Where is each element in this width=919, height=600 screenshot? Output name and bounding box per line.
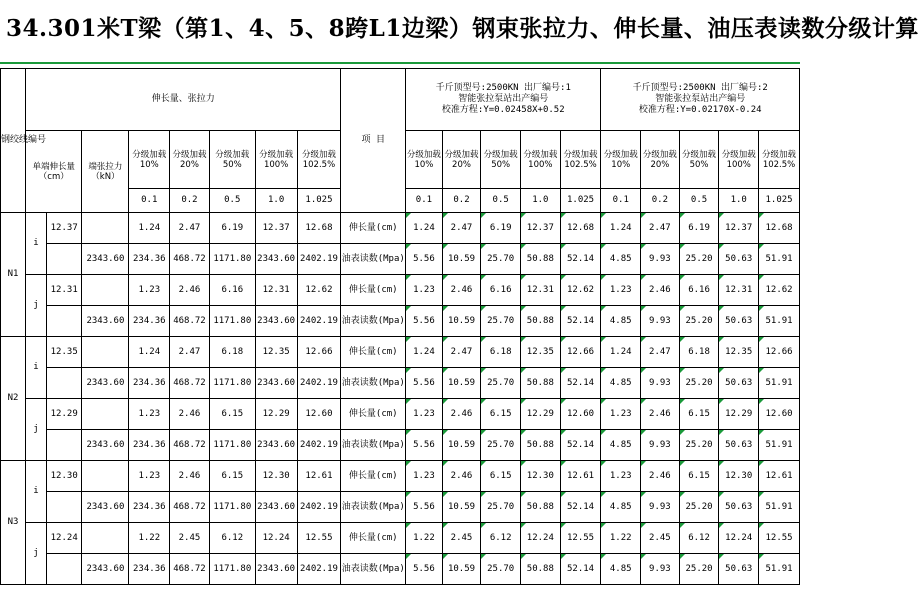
jack1-elong-value: 12.37 [521, 213, 561, 244]
jack2-oil-value: 25.20 [679, 368, 719, 399]
strand-group-label: N2 [1, 337, 26, 461]
strand-number-label: 钢绞线编号 [1, 135, 47, 145]
jack1-elong-value: 6.16 [481, 275, 521, 306]
jack1-elong-value: 1.22 [406, 523, 443, 554]
elong-stage-value: 1.23 [129, 275, 170, 306]
item-oil-label: 油表读数(Mpa) [341, 306, 406, 337]
jack1-elong-value: 12.66 [560, 337, 601, 368]
coefficient-cell: 1.025 [759, 189, 800, 213]
elong-stage-value: 6.15 [209, 399, 255, 430]
jack1-oil-value: 5.56 [406, 306, 443, 337]
elong-stage-value: 12.61 [297, 461, 341, 492]
item-elong-label: 伸长量(cm) [341, 337, 406, 368]
jack1-oil-value: 25.70 [481, 368, 521, 399]
single-elong-value: 12.31 [46, 275, 82, 306]
jack1-oil-value: 52.14 [560, 244, 601, 275]
stage-header: 分级加载50% [209, 131, 255, 189]
elong-stage-value: 1.22 [129, 523, 170, 554]
item-elong-label: 伸长量(cm) [341, 213, 406, 244]
end-force-header: 端张拉力（kN） [82, 131, 129, 213]
single-elong-value: 12.24 [46, 523, 82, 554]
coefficient-cell: 0.2 [641, 189, 680, 213]
jack2-elong-value: 1.24 [601, 337, 641, 368]
force-stage-value: 468.72 [170, 306, 210, 337]
force-stage-value: 2402.19 [297, 244, 341, 275]
coefficient-cell: 0.5 [209, 189, 255, 213]
empty-force-cell [82, 523, 129, 554]
elong-stage-value: 6.19 [209, 213, 255, 244]
stage-header: 分级加载20% [170, 131, 210, 189]
stage-header: 分级加载100% [719, 131, 759, 189]
jack2-oil-value: 25.20 [679, 554, 719, 585]
force-stage-value: 1171.80 [209, 430, 255, 461]
jack2-elong-value: 2.46 [641, 399, 680, 430]
jack2-elong-value: 6.16 [679, 275, 719, 306]
jack2-elong-value: 6.18 [679, 337, 719, 368]
jack2-elong-value: 1.22 [601, 523, 641, 554]
jack1-elong-value: 6.12 [481, 523, 521, 554]
jack2-elong-value: 2.46 [641, 275, 680, 306]
elong-stage-value: 6.12 [209, 523, 255, 554]
coefficient-cell: 1.0 [521, 189, 561, 213]
elong-stage-value: 12.60 [297, 399, 341, 430]
force-stage-value: 1171.80 [209, 306, 255, 337]
jack2-elong-value: 12.66 [759, 337, 800, 368]
force-stage-value: 2402.19 [297, 554, 341, 585]
jack1-oil-value: 5.56 [406, 492, 443, 523]
elong-stage-value: 12.30 [255, 461, 297, 492]
strand-group-label: N1 [1, 213, 26, 337]
stage-header: 分级加载102.5% [759, 131, 800, 189]
elong-stage-value: 12.31 [255, 275, 297, 306]
jack1-elong-value: 6.19 [481, 213, 521, 244]
force-stage-value: 468.72 [170, 554, 210, 585]
jack1-oil-value: 5.56 [406, 554, 443, 585]
force-stage-value: 1171.80 [209, 554, 255, 585]
empty-force-cell [82, 337, 129, 368]
jack1-oil-value: 52.14 [560, 554, 601, 585]
jack2-oil-value: 4.85 [601, 368, 641, 399]
elong-stage-value: 6.16 [209, 275, 255, 306]
jack1-elong-value: 12.60 [560, 399, 601, 430]
elong-stage-value: 12.68 [297, 213, 341, 244]
jack2-elong-value: 6.12 [679, 523, 719, 554]
jack1-oil-value: 5.56 [406, 368, 443, 399]
jack1-elong-value: 12.35 [521, 337, 561, 368]
jack1-oil-value: 25.70 [481, 492, 521, 523]
stage-header: 分级加载100% [521, 131, 561, 189]
jack2-oil-value: 50.63 [719, 430, 759, 461]
item-oil-label: 油表读数(Mpa) [341, 492, 406, 523]
end-force-value: 2343.60 [82, 492, 129, 523]
item-elong-label: 伸长量(cm) [341, 461, 406, 492]
coefficient-cell: 1.025 [560, 189, 601, 213]
end-force-value: 2343.60 [82, 306, 129, 337]
jack2-elong-value: 12.24 [719, 523, 759, 554]
elong-stage-value: 2.45 [170, 523, 210, 554]
jack1-elong-value: 12.24 [521, 523, 561, 554]
jack1-elong-value: 12.62 [560, 275, 601, 306]
jack1-oil-value: 50.88 [521, 430, 561, 461]
jack2-oil-value: 50.63 [719, 368, 759, 399]
empty-elong-cell [46, 368, 82, 399]
single-elong-value: 12.37 [46, 213, 82, 244]
jack1-elong-value: 2.46 [442, 275, 481, 306]
empty-force-cell [82, 399, 129, 430]
elong-stage-value: 12.66 [297, 337, 341, 368]
jack1-oil-value: 10.59 [442, 368, 481, 399]
single-elong-value: 12.29 [46, 399, 82, 430]
jack2-elong-value: 12.35 [719, 337, 759, 368]
elong-stage-value: 12.35 [255, 337, 297, 368]
jack1-elong-value: 12.55 [560, 523, 601, 554]
tension-calculation-table [0, 68, 800, 585]
coefficient-cell: 1.0 [255, 189, 297, 213]
jack2-oil-value: 4.85 [601, 306, 641, 337]
elong-stage-value: 12.55 [297, 523, 341, 554]
jack1-oil-value: 10.59 [442, 306, 481, 337]
strand-number-header [1, 69, 47, 213]
jack2-elong-value: 12.61 [759, 461, 800, 492]
jack2-oil-value: 51.91 [759, 244, 800, 275]
jack1-oil-value: 10.59 [442, 430, 481, 461]
jack1-elong-value: 1.24 [406, 213, 443, 244]
stage-header: 分级加载20% [641, 131, 680, 189]
force-stage-value: 2343.60 [255, 244, 297, 275]
jack2-elong-value: 1.23 [601, 399, 641, 430]
jack2-oil-value: 25.20 [679, 430, 719, 461]
jack2-oil-value: 4.85 [601, 554, 641, 585]
jack2-oil-value: 50.63 [719, 306, 759, 337]
jack2-oil-value: 25.20 [679, 306, 719, 337]
jack1-oil-value: 25.70 [481, 244, 521, 275]
elong-stage-value: 1.24 [129, 337, 170, 368]
jack1-elong-value: 2.46 [442, 399, 481, 430]
empty-force-cell [82, 461, 129, 492]
stage-header: 分级加载10% [129, 131, 170, 189]
jack1-oil-value: 10.59 [442, 492, 481, 523]
coefficient-cell: 1.0 [719, 189, 759, 213]
elong-stage-value: 2.46 [170, 399, 210, 430]
empty-force-cell [82, 213, 129, 244]
end-label: i [26, 213, 47, 275]
jack2-elong-value: 6.19 [679, 213, 719, 244]
empty-force-cell [82, 275, 129, 306]
jack1-elong-value: 6.18 [481, 337, 521, 368]
stage-header: 分级加载50% [679, 131, 719, 189]
elong-stage-value: 12.37 [255, 213, 297, 244]
jack1-oil-value: 50.88 [521, 244, 561, 275]
item-oil-label: 油表读数(Mpa) [341, 554, 406, 585]
jack2-elong-value: 12.55 [759, 523, 800, 554]
jack1-oil-value: 5.56 [406, 430, 443, 461]
elong-stage-value: 2.47 [170, 213, 210, 244]
title-bar [0, 0, 919, 64]
jack2-elong-value: 12.37 [719, 213, 759, 244]
coefficient-cell: 0.1 [129, 189, 170, 213]
jack1-elong-value: 2.47 [442, 213, 481, 244]
single-elong-value: 12.35 [46, 337, 82, 368]
empty-elong-cell [46, 244, 82, 275]
jack2-elong-value: 1.23 [601, 461, 641, 492]
jack2-info-text: 千斤顶型号:2500KN 出厂编号:2 智能张拉泵站出产编号 校准方程:Y=0.02170X-0.24 [632, 83, 768, 115]
jack2-elong-value: 6.15 [679, 461, 719, 492]
jack1-elong-value: 2.46 [442, 461, 481, 492]
jack2-oil-value: 4.85 [601, 430, 641, 461]
jack2-elong-value: 2.45 [641, 523, 680, 554]
end-label: j [26, 523, 47, 585]
jack2-elong-value: 1.24 [601, 213, 641, 244]
jack1-elong-value: 12.31 [521, 275, 561, 306]
jack2-elong-value: 12.29 [719, 399, 759, 430]
jack2-elong-value: 1.23 [601, 275, 641, 306]
jack1-oil-value: 50.88 [521, 554, 561, 585]
jack1-oil-value: 52.14 [560, 430, 601, 461]
single-elong-header: 单端伸长量（cm） [26, 131, 82, 213]
elong-stage-value: 1.24 [129, 213, 170, 244]
jack2-oil-value: 9.93 [641, 368, 680, 399]
elong-stage-value: 1.23 [129, 461, 170, 492]
end-label: i [26, 461, 47, 523]
empty-elong-cell [46, 306, 82, 337]
item-elong-label: 伸长量(cm) [341, 399, 406, 430]
item-oil-label: 油表读数(Mpa) [341, 244, 406, 275]
end-force-value: 2343.60 [82, 368, 129, 399]
jack2-oil-value: 9.93 [641, 430, 680, 461]
jack1-oil-value: 10.59 [442, 554, 481, 585]
jack1-elong-value: 12.61 [560, 461, 601, 492]
jack2-oil-value: 51.91 [759, 368, 800, 399]
single-elong-value: 12.30 [46, 461, 82, 492]
end-force-value: 2343.60 [82, 430, 129, 461]
elong-stage-value: 2.47 [170, 337, 210, 368]
strand-group-label: N3 [1, 461, 26, 585]
jack1-oil-value: 25.70 [481, 554, 521, 585]
jack2-oil-value: 9.93 [641, 244, 680, 275]
stage-header: 分级加载50% [481, 131, 521, 189]
page-title: 34.301米T梁（第1、4、5、8跨L1边梁）钢束张拉力、伸长量、油压表读数分级计算 [6, 15, 919, 42]
jack1-info-text: 千斤顶型号:2500KN 出厂编号:1 智能张拉泵站出产编号 校准方程:Y=0.02458X+0.52 [435, 83, 571, 115]
jack1-elong-value: 12.30 [521, 461, 561, 492]
jack1-elong-value: 2.45 [442, 523, 481, 554]
elong-stage-value: 12.62 [297, 275, 341, 306]
elong-stage-value: 6.18 [209, 337, 255, 368]
jack1-oil-value: 52.14 [560, 306, 601, 337]
end-label: j [26, 275, 47, 337]
coefficient-cell: 0.5 [679, 189, 719, 213]
jack1-elong-value: 1.23 [406, 275, 443, 306]
end-label: j [26, 399, 47, 461]
stage-header: 分级加载10% [406, 131, 443, 189]
jack2-oil-value: 51.91 [759, 554, 800, 585]
jack1-oil-value: 50.88 [521, 306, 561, 337]
jack1-elong-value: 6.15 [481, 461, 521, 492]
jack2-oil-value: 51.91 [759, 306, 800, 337]
item-elong-label: 伸长量(cm) [341, 523, 406, 554]
jack2-elong-value: 6.15 [679, 399, 719, 430]
jack2-oil-value: 50.63 [719, 554, 759, 585]
stage-header: 分级加载102.5% [560, 131, 601, 189]
jack2-elong-value: 2.47 [641, 337, 680, 368]
jack2-elong-value: 2.46 [641, 461, 680, 492]
jack1-elong-value: 2.47 [442, 337, 481, 368]
coefficient-cell: 0.2 [442, 189, 481, 213]
force-stage-value: 234.36 [129, 430, 170, 461]
jack1-elong-value: 1.23 [406, 461, 443, 492]
coefficient-cell: 0.2 [170, 189, 210, 213]
jack1-info [406, 69, 601, 131]
jack1-elong-value: 1.24 [406, 337, 443, 368]
force-stage-value: 2343.60 [255, 430, 297, 461]
jack1-oil-value: 50.88 [521, 492, 561, 523]
force-stage-value: 2402.19 [297, 492, 341, 523]
jack1-elong-value: 12.68 [560, 213, 601, 244]
end-force-value: 2343.60 [82, 554, 129, 585]
jack1-oil-value: 50.88 [521, 368, 561, 399]
jack2-info [601, 69, 800, 131]
force-stage-value: 468.72 [170, 430, 210, 461]
jack2-elong-value: 12.68 [759, 213, 800, 244]
item-oil-label: 油表读数(Mpa) [341, 368, 406, 399]
elong-stage-value: 12.24 [255, 523, 297, 554]
jack1-oil-value: 5.56 [406, 244, 443, 275]
force-stage-value: 234.36 [129, 306, 170, 337]
jack1-oil-value: 52.14 [560, 492, 601, 523]
jack2-oil-value: 25.20 [679, 244, 719, 275]
jack1-oil-value: 25.70 [481, 306, 521, 337]
force-stage-value: 468.72 [170, 492, 210, 523]
jack2-oil-value: 50.63 [719, 244, 759, 275]
force-stage-value: 1171.80 [209, 244, 255, 275]
force-stage-value: 2402.19 [297, 368, 341, 399]
item-elong-label: 伸长量(cm) [341, 275, 406, 306]
jack1-oil-value: 52.14 [560, 368, 601, 399]
stage-header: 分级加载20% [442, 131, 481, 189]
force-stage-value: 1171.80 [209, 368, 255, 399]
force-stage-value: 468.72 [170, 368, 210, 399]
jack1-elong-value: 6.15 [481, 399, 521, 430]
end-force-value: 2343.60 [82, 244, 129, 275]
jack2-oil-value: 9.93 [641, 554, 680, 585]
empty-elong-cell [46, 430, 82, 461]
stage-header: 分级加载100% [255, 131, 297, 189]
coefficient-cell: 0.1 [406, 189, 443, 213]
jack1-elong-value: 12.29 [521, 399, 561, 430]
stage-header: 分级加载10% [601, 131, 641, 189]
empty-elong-cell [46, 492, 82, 523]
coefficient-cell: 1.025 [297, 189, 341, 213]
coefficient-cell: 0.1 [601, 189, 641, 213]
force-stage-value: 468.72 [170, 244, 210, 275]
empty-elong-cell [46, 554, 82, 585]
force-stage-value: 234.36 [129, 244, 170, 275]
jack2-oil-value: 50.63 [719, 492, 759, 523]
elong-stage-value: 2.46 [170, 275, 210, 306]
force-stage-value: 234.36 [129, 554, 170, 585]
jack2-oil-value: 9.93 [641, 492, 680, 523]
elong-force-header: 伸长量、张拉力 [26, 69, 341, 131]
end-label: i [26, 337, 47, 399]
jack2-elong-value: 12.30 [719, 461, 759, 492]
jack2-oil-value: 4.85 [601, 244, 641, 275]
jack1-oil-value: 25.70 [481, 430, 521, 461]
force-stage-value: 2402.19 [297, 430, 341, 461]
force-stage-value: 2343.60 [255, 554, 297, 585]
stage-header: 分级加载102.5% [297, 131, 341, 189]
force-stage-value: 2343.60 [255, 368, 297, 399]
jack2-oil-value: 51.91 [759, 430, 800, 461]
force-stage-value: 1171.80 [209, 492, 255, 523]
elong-stage-value: 1.23 [129, 399, 170, 430]
force-stage-value: 234.36 [129, 368, 170, 399]
force-stage-value: 2343.60 [255, 306, 297, 337]
jack2-elong-value: 12.60 [759, 399, 800, 430]
elong-stage-value: 2.46 [170, 461, 210, 492]
jack1-elong-value: 1.23 [406, 399, 443, 430]
coefficient-cell: 0.5 [481, 189, 521, 213]
jack2-oil-value: 4.85 [601, 492, 641, 523]
elong-stage-value: 12.29 [255, 399, 297, 430]
jack1-oil-value: 10.59 [442, 244, 481, 275]
jack2-elong-value: 2.47 [641, 213, 680, 244]
item-header: 项 目 [341, 69, 406, 213]
item-oil-label: 油表读数(Mpa) [341, 430, 406, 461]
jack2-oil-value: 25.20 [679, 492, 719, 523]
force-stage-value: 2402.19 [297, 306, 341, 337]
jack2-oil-value: 9.93 [641, 306, 680, 337]
force-stage-value: 234.36 [129, 492, 170, 523]
jack2-elong-value: 12.62 [759, 275, 800, 306]
force-stage-value: 2343.60 [255, 492, 297, 523]
jack2-elong-value: 12.31 [719, 275, 759, 306]
jack2-oil-value: 51.91 [759, 492, 800, 523]
elong-stage-value: 6.15 [209, 461, 255, 492]
